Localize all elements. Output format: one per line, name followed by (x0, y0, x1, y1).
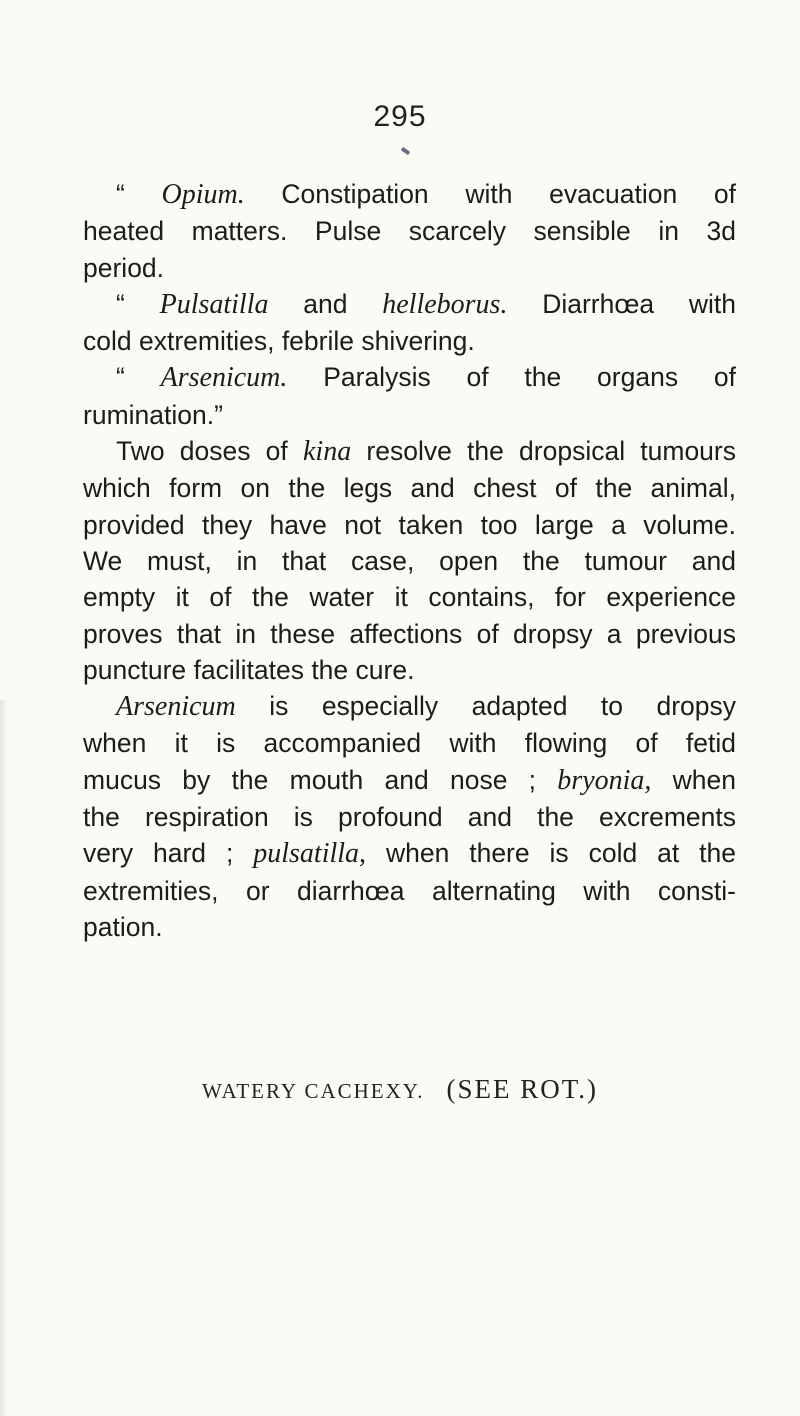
section-heading-title: WATERY CACHEXY. (201, 1079, 425, 1103)
stray-print-mark (401, 147, 411, 155)
text-line: mucus by the mouth and nose ; bryonia, when (83, 764, 737, 796)
text-line: rumination.” (83, 399, 223, 430)
body-text (83, 176, 736, 945)
text-line: “ Arsenicum. Paralysis of the organs of (116, 362, 736, 394)
remedy-name: Opium. (161, 179, 245, 210)
text-line: period. (83, 252, 165, 283)
text-line: “ Opium. Constipation with evacuation of (116, 179, 737, 210)
remedy-name: Arsenicum (116, 691, 236, 723)
section-heading (0, 1074, 800, 1105)
page-number: 295 (373, 100, 427, 133)
text-line: extremities, or diarrhœa alternating with consti- (83, 875, 736, 906)
text-line: puncture facilitates the cure. (83, 654, 415, 685)
text-line: when it is accompanied with flowing of fetid (83, 728, 736, 759)
text-line: heated matters. Pulse scarcely sensible in 3d (83, 216, 736, 247)
text-line: empty it of the water it contains, for experience (83, 582, 736, 613)
remedy-name: kina (302, 436, 352, 468)
text-line: which form on the legs and chest of the animal, (83, 473, 736, 504)
section-heading-note: (SEE ROT.) (446, 1074, 598, 1104)
text-line: We must, in that case, open the tumour and (83, 545, 736, 576)
text-line: proves that in these affections of dropsy a previous (83, 618, 736, 649)
text-line: pation. (83, 911, 163, 942)
text-line: provided they have not taken too large a volume. (83, 509, 736, 540)
remedy-name: pulsatilla, (253, 838, 367, 870)
text-line: very hard ; pulsatilla, when there is cold at the (83, 838, 736, 870)
remedy-name: Pulsatilla (159, 288, 269, 320)
text-line: the respiration is profound and the excrements (83, 802, 736, 833)
remedy-name: bryonia, (557, 764, 652, 796)
page-edge-shadow (0, 700, 8, 1416)
remedy-name: helleborus. (382, 288, 508, 320)
text-line: Two doses of kina resolve the dropsical tumours (116, 436, 736, 468)
text-line: Arsenicum is especially adapted to dropsy (116, 691, 736, 723)
text-line: cold extremities, febrile shivering. (83, 326, 475, 357)
remedy-name: Arsenicum. (160, 362, 288, 394)
text-line: “ Pulsatilla and helleborus. Diarrhœa with (116, 288, 736, 320)
